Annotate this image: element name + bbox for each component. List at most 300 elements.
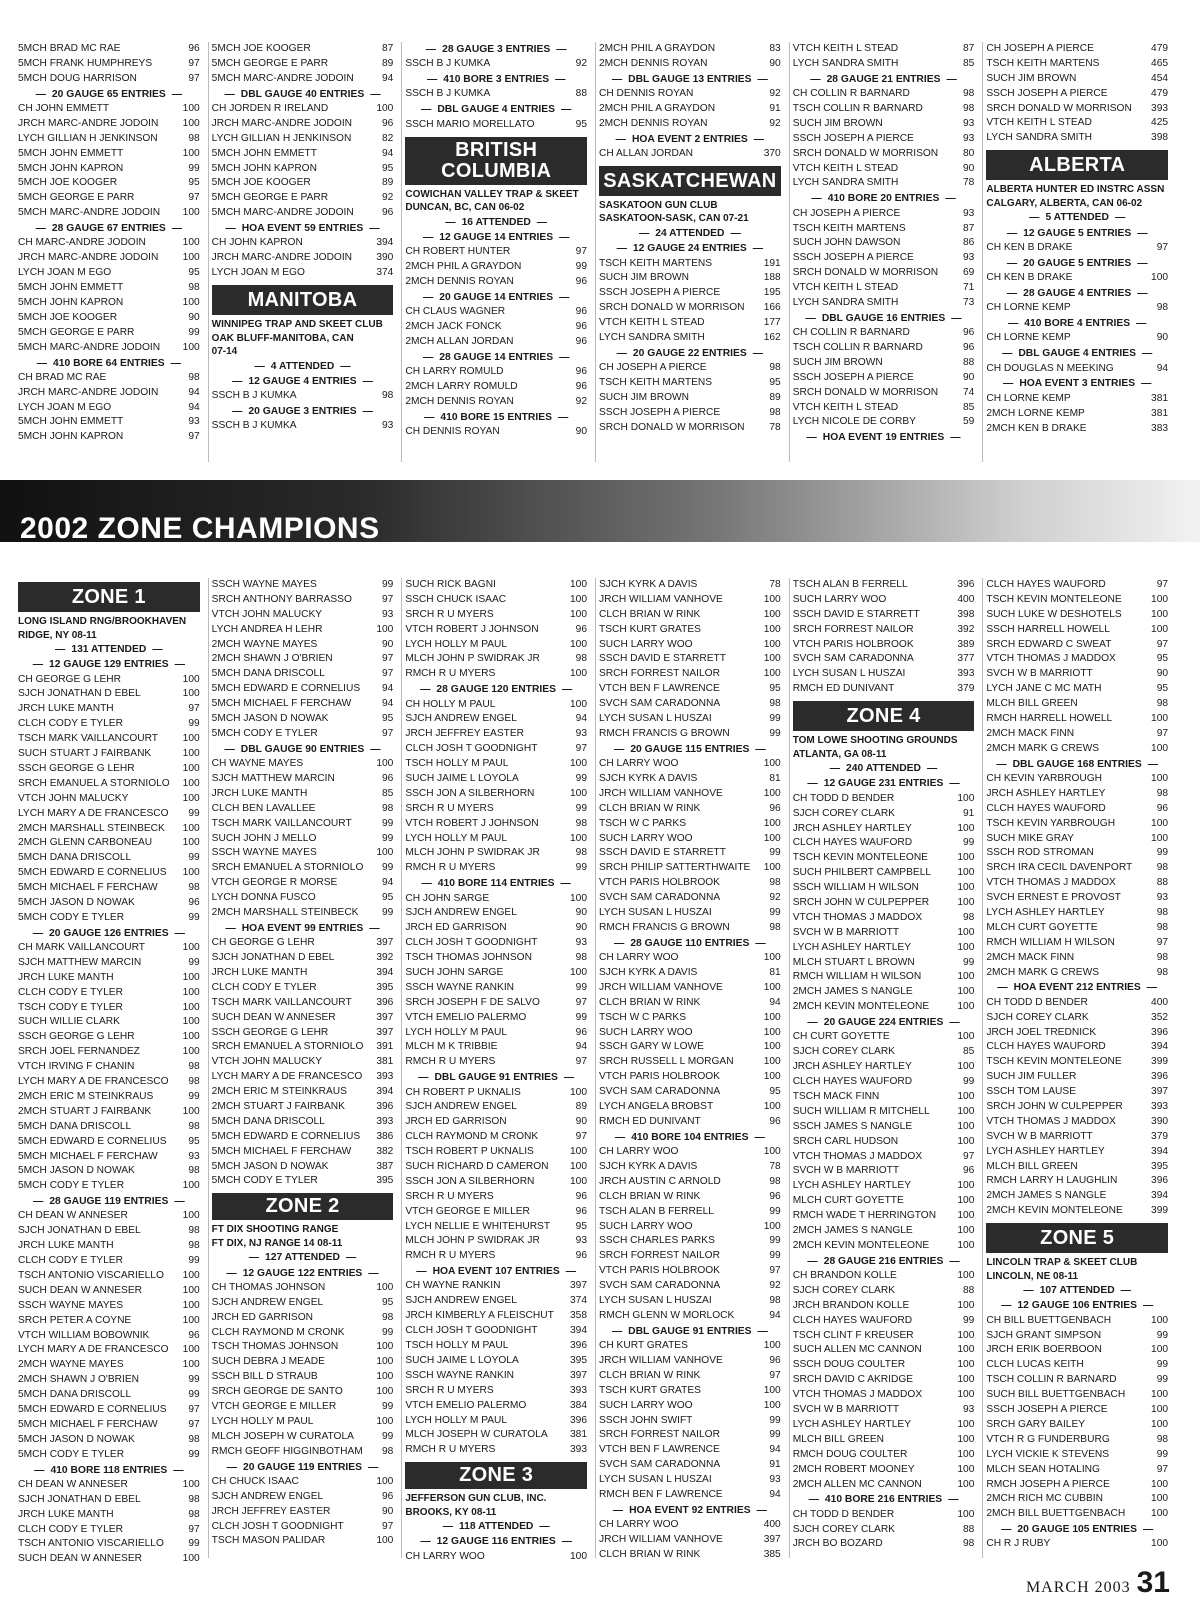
score: 95	[382, 162, 394, 174]
shooter-name: TSCH THOMAS JOHNSON	[211, 1341, 339, 1353]
result-row	[986, 422, 1168, 437]
shooter-name: SSCH JOSEPH A PIERCE	[599, 287, 721, 299]
result-row	[18, 911, 200, 926]
shooter-name: JRCH ED GARRISON	[405, 1116, 507, 1128]
venue-line: FT DIX SHOOTING RANGE	[211, 1224, 339, 1236]
issue-date: MARCH 2003	[1025, 1579, 1131, 1596]
result-row	[405, 1234, 587, 1249]
shooter-name: 5MCH CODY E TYLER	[211, 1175, 318, 1187]
score: 98	[188, 1165, 200, 1177]
shooter-name: VTCH GEORGE E MILLER	[405, 1205, 530, 1217]
result-row	[212, 1534, 394, 1549]
shooter-name: 2MCH PHIL A GRAYDON	[599, 43, 716, 54]
score: 89	[769, 391, 781, 403]
shooter-name: 5MCH JASON D NOWAK	[18, 896, 135, 908]
result-row	[599, 257, 781, 272]
result-row	[18, 430, 200, 445]
shooter-name: 2MCH JAMES S NANGLE	[792, 986, 913, 998]
shooter-name: VTCH ROBERT J JOHNSON	[405, 817, 539, 829]
result-row	[986, 102, 1168, 117]
shooter-name: CLCH BRIAN W RINK	[599, 608, 701, 620]
shooter-name: JRCH LUKE MANTH	[211, 787, 308, 799]
shooter-name: SJCH COREY CLARK	[792, 1523, 895, 1535]
result-row	[212, 1281, 394, 1296]
shooter-name: MLCH BILL GREEN	[792, 1433, 885, 1445]
result-row	[405, 757, 587, 772]
score: 96	[188, 1329, 200, 1341]
score: 98	[382, 1445, 394, 1457]
score: 96	[382, 117, 394, 129]
score: 396	[1151, 1071, 1169, 1083]
shooter-name: SVCH SAM CARADONNA	[599, 1459, 721, 1471]
score: 374	[376, 267, 394, 279]
result-row	[212, 846, 394, 861]
result-row	[793, 147, 975, 162]
result-row	[986, 832, 1168, 847]
results-column	[18, 42, 200, 462]
score: 396	[570, 1340, 588, 1352]
result-row	[599, 376, 781, 391]
shooter-name: SSCH JON A SILBERHORN	[405, 1175, 535, 1187]
result-row	[793, 1150, 975, 1165]
result-row	[793, 42, 975, 57]
shooter-name: SSCH CHARLES PARKS	[599, 1235, 715, 1247]
shooter-name: SSCH WAYNE RANKIN	[405, 1369, 515, 1381]
score: 100	[763, 1340, 781, 1352]
shooter-name: MLCH SEAN HOTALING	[986, 1463, 1100, 1475]
score: 100	[182, 1270, 200, 1282]
result-row	[212, 1400, 394, 1415]
score: 95	[382, 1296, 394, 1308]
score: 100	[182, 1478, 200, 1490]
shooter-name: VTCH THOMAS J MADDOX	[792, 911, 923, 923]
score: 385	[763, 1548, 781, 1560]
shooter-name: SRCH FORREST NAILOR	[599, 668, 720, 680]
score: 98	[769, 1175, 781, 1187]
score: 92	[769, 1280, 781, 1292]
shooter-name: 5MCH CODY E TYLER	[211, 727, 318, 739]
shooter-name: JRCH BRANDON KOLLE	[792, 1299, 910, 1311]
result-row	[212, 1026, 394, 1041]
result-row	[18, 191, 200, 206]
score: 97	[382, 593, 394, 605]
shooter-name: SSCH GARY W LOWE	[599, 1041, 704, 1053]
shooter-name: 2MCH ERIC M STEINKRAUS	[18, 1090, 154, 1102]
event-header: — 410 BORE 15 ENTRIES —	[405, 410, 587, 425]
shooter-name: SJCH ANDREW ENGEL	[405, 1101, 517, 1113]
result-row	[986, 1011, 1168, 1026]
result-row	[405, 846, 587, 861]
score: 100	[763, 787, 781, 799]
score: 100	[570, 638, 588, 650]
score: 88	[1156, 877, 1169, 889]
score: 92	[382, 192, 394, 204]
event-header: — HOA EVENT 99 ENTRIES —	[212, 921, 394, 936]
result-row	[793, 1418, 975, 1433]
score: 86	[963, 237, 975, 249]
result-row	[18, 673, 200, 688]
result-row	[986, 846, 1168, 861]
shooter-name: 5MCH MARC-ANDRE JODOIN	[211, 72, 354, 84]
result-row	[793, 836, 975, 851]
shooter-name: LYCH ASHLEY HARTLEY	[986, 907, 1105, 918]
result-row	[986, 1478, 1168, 1493]
shooter-name: SJCH COREY CLARK	[792, 1284, 895, 1296]
shooter-name: SUCH BILL BUETTGENBACH	[986, 1389, 1126, 1401]
result-row	[793, 222, 975, 237]
result-row	[599, 578, 781, 593]
venue-line: LONG ISLAND RNG/BROOKHAVEN	[18, 616, 187, 627]
shooter-name: LYCH SANDRA SMITH	[986, 132, 1093, 144]
score: 90	[188, 311, 200, 323]
result-row	[599, 1533, 781, 1548]
score: 100	[1151, 1478, 1169, 1490]
score: 100	[376, 847, 394, 859]
score: 100	[570, 966, 588, 978]
shooter-name: 5MCH EDWARD E CORNELIUS	[18, 867, 167, 879]
result-row	[18, 732, 200, 747]
result-row	[986, 593, 1168, 608]
result-row	[599, 1458, 781, 1473]
shooter-name: SSCH DAVID E STARRETT	[599, 653, 726, 665]
result-row	[18, 1373, 200, 1388]
result-row	[986, 817, 1168, 832]
shooter-name: 5MCH JOHN KAPRON	[18, 162, 124, 174]
result-row	[599, 301, 781, 316]
result-row	[212, 1505, 394, 1520]
result-row	[18, 1001, 200, 1016]
shooter-name: SRCH EMANUEL A STORNIOLO	[211, 1041, 364, 1053]
score: 96	[575, 623, 588, 635]
result-row	[793, 970, 975, 985]
event-header: — HOA EVENT 212 ENTRIES —	[986, 980, 1168, 995]
score: 100	[957, 852, 975, 864]
score: 93	[963, 1404, 975, 1416]
shooter-name: SUCH JIM BROWN	[599, 272, 690, 284]
result-row	[212, 266, 394, 281]
score: 100	[182, 102, 200, 114]
event-header: — 28 GAUGE 119 ENTRIES —	[18, 1194, 200, 1209]
event-header: — 410 BORE 20 ENTRIES —	[793, 191, 975, 206]
result-row	[405, 1354, 587, 1369]
result-row	[212, 389, 394, 404]
score: 82	[382, 132, 394, 144]
event-header: — 28 GAUGE 67 ENTRIES —	[18, 221, 200, 236]
result-row	[986, 72, 1168, 87]
score: 100	[182, 341, 200, 353]
result-row	[212, 861, 394, 876]
score: 99	[382, 862, 394, 874]
score: 93	[382, 420, 394, 432]
result-row	[212, 1100, 394, 1115]
shooter-name: SVCH ERNEST E PROVOST	[986, 892, 1121, 904]
shooter-name: 5MCH JOHN EMMETT	[18, 282, 124, 294]
result-row	[793, 623, 975, 638]
score: 100	[182, 822, 200, 834]
score: 100	[182, 1016, 200, 1028]
shooter-name: 2MCH DENNIS ROYAN	[405, 275, 514, 287]
shooter-name: SJCH JONATHAN D EBEL	[211, 952, 335, 964]
result-row	[793, 176, 975, 191]
result-row	[18, 102, 200, 117]
score: 100	[1151, 1418, 1169, 1430]
shooter-name: CLCH JOSH T GOODNIGHT	[405, 1325, 538, 1337]
score: 88	[575, 88, 588, 100]
shooter-name: SRCH DONALD W MORRISON	[599, 302, 745, 314]
shooter-name: CH JOSEPH A PIERCE	[792, 207, 901, 219]
score: 188	[763, 272, 781, 284]
result-row	[405, 395, 587, 410]
result-row	[986, 667, 1168, 682]
venue-line: LINCOLN TRAP & SKEET CLUB	[986, 1257, 1138, 1269]
shooter-name: JRCH ASHLEY HARTLEY	[792, 822, 912, 834]
shooter-name: RMCH JOSEPH A PIERCE	[986, 1478, 1110, 1490]
shooter-name: LYCH MARY A DE FRANCESCO	[18, 1076, 169, 1088]
score: 97	[188, 703, 200, 715]
shooter-name: SUCH JAIME L LOYOLA	[405, 772, 519, 784]
event-header: — 127 ATTENDED —	[212, 1250, 394, 1265]
shooter-name: SUCH JOHN DAWSON	[792, 237, 901, 249]
score: 100	[182, 117, 200, 129]
score: 400	[763, 1519, 781, 1531]
result-row	[793, 1388, 975, 1403]
shooter-name: SRCH GARY BAILEY	[986, 1418, 1086, 1430]
result-row	[212, 981, 394, 996]
result-row	[986, 996, 1168, 1011]
shooter-name: CH HOLLY M PAUL	[405, 698, 496, 710]
score: 100	[957, 1270, 975, 1282]
result-row	[793, 1433, 975, 1448]
result-row	[793, 1403, 975, 1418]
score: 100	[957, 1448, 975, 1460]
shooter-name: TSCH KEITH MARTENS	[599, 257, 713, 269]
shooter-name: MLCH JOSEPH W CURATOLA	[405, 1429, 548, 1441]
results-column	[595, 42, 781, 462]
score: 381	[376, 1056, 394, 1068]
score: 97	[963, 1150, 975, 1162]
score: 100	[182, 748, 200, 760]
shooter-name: 5MCH MICHAEL F FERCHAW	[18, 882, 158, 894]
result-row	[599, 1399, 781, 1414]
score: 100	[763, 623, 781, 635]
shooter-name: SJCH ANDREW ENGEL	[211, 1490, 324, 1502]
shooter-name: 2MCH JAMES S NANGLE	[792, 1224, 913, 1236]
shooter-name: TSCH ANTONIO VISCARIELLO	[18, 1538, 164, 1550]
shooter-name: CLCH CODY E TYLER	[18, 986, 123, 998]
score: 85	[382, 787, 394, 799]
result-row	[405, 1205, 587, 1220]
shooter-name: CLCH JOSH T GOODNIGHT	[405, 743, 538, 755]
result-row	[212, 1326, 394, 1341]
result-row	[405, 906, 587, 921]
shooter-name: CLCH HAYES WAUFORD	[792, 1076, 913, 1088]
event-header: — 4 ATTENDED —	[212, 359, 394, 374]
result-row	[405, 87, 587, 102]
result-row	[18, 777, 200, 792]
result-row	[212, 1085, 394, 1100]
shooter-name: CH JOHN EMMETT	[18, 102, 110, 114]
shooter-name: CH BRANDON KOLLE	[792, 1270, 897, 1282]
score: 94	[188, 401, 200, 413]
score: 100	[957, 1031, 975, 1043]
score: 395	[1151, 1160, 1169, 1172]
result-row	[405, 1100, 587, 1115]
score: 98	[769, 406, 781, 418]
shooter-name: VTCH BEN F LAWRENCE	[599, 683, 720, 695]
shooter-name: VTCH THOMAS J MADDOX	[792, 1389, 923, 1401]
score: 100	[570, 593, 588, 605]
result-row	[986, 712, 1168, 727]
result-row	[599, 1234, 781, 1249]
shooter-name: CH COLLIN R BARNARD	[792, 327, 910, 339]
shooter-name: VTCH GEORGE R MORSE	[211, 877, 338, 889]
shooter-name: JRCH MARC-ANDRE JODOIN	[18, 117, 159, 129]
event-header: — DBL GAUGE 4 ENTRIES —	[986, 346, 1168, 361]
score: 93	[188, 1150, 200, 1162]
score: 88	[963, 1284, 975, 1296]
shooter-name: CH TODD D BENDER	[792, 1508, 895, 1520]
shooter-name: CH JOSEPH A PIERCE	[986, 43, 1094, 54]
score: 100	[376, 1356, 394, 1368]
event-header: — 118 ATTENDED —	[405, 1519, 587, 1534]
shooter-name: JRCH JEFFREY EASTER	[211, 1505, 331, 1517]
result-row	[18, 1314, 200, 1329]
shooter-name: SSCH JOSEPH A PIERCE	[599, 406, 721, 418]
result-row	[212, 652, 394, 667]
score: 98	[1156, 966, 1169, 978]
score: 98	[769, 921, 781, 933]
score: 99	[188, 807, 200, 819]
result-row	[986, 1189, 1168, 1204]
score: 96	[963, 1165, 975, 1177]
result-row	[793, 1135, 975, 1150]
shooter-name: 5MCH MARC-ANDRE JODOIN	[211, 207, 354, 219]
score: 394	[376, 237, 394, 249]
result-row	[212, 1296, 394, 1311]
score: 100	[763, 1100, 781, 1112]
result-row	[212, 1160, 394, 1175]
score: 98	[769, 1294, 781, 1306]
score: 177	[763, 317, 781, 329]
result-row	[793, 956, 975, 971]
shooter-name: TSCH THOMAS JOHNSON	[405, 952, 532, 964]
score: 100	[957, 926, 975, 938]
shooter-name: LYCH HOLLY M PAUL	[405, 1414, 508, 1426]
event-header: — DBL GAUGE 91 ENTRIES —	[405, 1070, 587, 1085]
score: 100	[957, 1299, 975, 1311]
score: 99	[1156, 1448, 1169, 1460]
shooter-name: VTCH WILLIAM BOBOWNIK	[18, 1329, 150, 1341]
shooter-name: LYCH SANDRA SMITH	[792, 57, 899, 69]
shooter-name: MLCH JOSEPH W CURATOLA	[211, 1430, 354, 1442]
shooter-name: 5MCH MICHAEL F FERCHAW	[211, 1145, 352, 1157]
score: 191	[763, 257, 781, 269]
score: 95	[1156, 653, 1169, 665]
result-row	[18, 371, 200, 386]
shooter-name: SUCH LARRY WOO	[792, 593, 887, 605]
score: 96	[382, 1490, 394, 1502]
score: 100	[763, 862, 781, 874]
shooter-name: 5MCH JASON D NOWAK	[211, 1160, 329, 1172]
score: 100	[376, 623, 394, 635]
shooter-name: VTCH KEITH L STEAD	[792, 43, 899, 54]
shooter-name: CH BRAD MC RAE	[18, 371, 107, 383]
result-row	[18, 881, 200, 896]
result-row	[405, 57, 587, 72]
score: 98	[1156, 907, 1169, 918]
score: 94	[382, 877, 394, 889]
score: 100	[376, 1371, 394, 1383]
event-header: — 107 ATTENDED —	[986, 1283, 1168, 1298]
result-row	[212, 996, 394, 1011]
score: 400	[1151, 996, 1169, 1008]
result-row	[793, 1060, 975, 1075]
shooter-name: TSCH KEVIN MONTELEONE	[792, 852, 928, 864]
score: 100	[182, 837, 200, 849]
results-column	[18, 578, 200, 1565]
score: 99	[188, 1389, 200, 1401]
result-row	[405, 1040, 587, 1055]
shooter-name: LYCH NELLIE E WHITEHURST	[405, 1220, 551, 1232]
region-banner: ZONE 2	[212, 1193, 394, 1220]
score: 98	[188, 1433, 200, 1445]
score: 93	[575, 937, 588, 949]
score: 93	[963, 207, 975, 219]
score: 100	[182, 296, 200, 308]
shooter-name: SSCH HARRELL HOWELL	[986, 623, 1110, 635]
shooter-name: LYCH SUSAN L HUSZAI	[792, 668, 906, 680]
event-header: — HOA EVENT 59 ENTRIES —	[212, 221, 394, 236]
score: 98	[382, 1311, 394, 1323]
shooter-name: SRCH R U MYERS	[405, 802, 494, 814]
score: 100	[376, 1386, 394, 1398]
result-row	[18, 251, 200, 266]
results-column	[595, 578, 781, 1558]
shooter-name: 5MCH BRAD MC RAE	[18, 43, 121, 54]
result-row	[18, 1388, 200, 1403]
result-row	[793, 1045, 975, 1060]
region-banner: ZONE 4	[793, 701, 975, 731]
score: 97	[188, 1404, 200, 1416]
shooter-name: SJCH COREY CLARK	[792, 807, 895, 819]
score: 98	[575, 653, 588, 665]
score: 98	[769, 877, 781, 889]
result-row	[793, 638, 975, 653]
shooter-name: SSCH JOSEPH A PIERCE	[986, 87, 1108, 99]
shooter-name: TSCH ROBERT P UKNALIS	[405, 1146, 534, 1158]
shooter-name: VTCH PARIS HOLBROOK	[792, 638, 914, 650]
result-row	[793, 807, 975, 822]
result-row	[212, 42, 394, 57]
result-row	[405, 787, 587, 802]
score: 394	[1151, 1190, 1169, 1202]
score: 99	[382, 579, 394, 590]
result-row	[18, 1403, 200, 1418]
shooter-name: SUCH LUKE W DESHOTELS	[986, 608, 1122, 620]
result-row	[986, 1418, 1168, 1433]
shooter-name: 5MCH JOHN EMMETT	[18, 147, 124, 159]
result-row	[599, 802, 781, 817]
result-row	[212, 1145, 394, 1160]
result-row	[986, 638, 1168, 653]
shooter-name: 2MCH WAYNE MAYES	[211, 638, 318, 650]
shooter-name: SSCH DAVID E STARRETT	[792, 608, 920, 620]
result-row	[212, 1415, 394, 1430]
shooter-name: VTCH IRVING F CHANIN	[18, 1061, 135, 1073]
shooter-name: SUCH WILLIAM R MITCHELL	[792, 1105, 930, 1117]
results-column	[982, 578, 1168, 1558]
result-row	[212, 727, 394, 742]
